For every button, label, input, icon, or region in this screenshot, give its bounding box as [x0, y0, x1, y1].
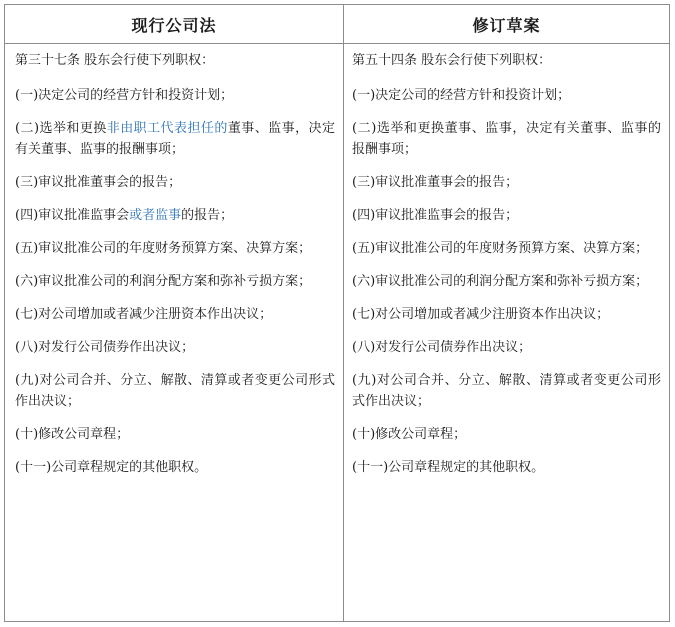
provision-item: (三)审议批准董事会的报告；	[352, 175, 519, 190]
provision-item: (十一)公司章程规定的其他职权。	[15, 460, 208, 475]
provision-item: (一)决定公司的经营方针和投资计划；	[15, 88, 234, 103]
provision-item	[15, 118, 335, 160]
provision-text: (二)选举和更换	[15, 121, 107, 136]
provision-item: (七)对公司增加或者减少注册资本作出决议；	[15, 307, 273, 322]
provision-item: (九)对公司合并、分立、解散、清算或者变更公司形式作出决议；	[15, 373, 335, 409]
provision-text: (四)审议批准监事会	[15, 208, 130, 223]
current-law-items	[15, 85, 335, 478]
provision-text: 董事、监事，决定有关董事、监事的报酬事项；	[15, 121, 335, 157]
highlighted-change: 或者监事	[129, 208, 182, 223]
provision-text: 的报告；	[181, 208, 234, 223]
table-header-row	[5, 5, 669, 44]
provision-item: (六)审议批准公司的利润分配方案和弥补亏损方案；	[352, 274, 649, 289]
draft-revision-header: 修订草案	[472, 15, 541, 35]
provision-item: (五)审议批准公司的年度财务预算方案、决算方案；	[352, 241, 649, 256]
provision-item: (六)审议批准公司的利润分配方案和弥补亏损方案；	[15, 274, 312, 289]
provision-item: (七)对公司增加或者减少注册资本作出决议；	[352, 307, 610, 322]
current-law-column	[5, 44, 344, 621]
comparison-table	[4, 4, 670, 622]
provision-item: (四)审议批准监事会的报告；	[352, 208, 519, 223]
provision-item: (五)审议批准公司的年度财务预算方案、决算方案；	[15, 241, 312, 256]
current-law-header: 现行公司法	[5, 5, 344, 43]
provision-item: (一)决定公司的经营方针和投资计划；	[352, 88, 571, 103]
article-heading: 第三十七条 股东会行使下列职权：	[15, 53, 215, 68]
provision-item: (十)修改公司章程；	[15, 427, 130, 442]
provision-item	[15, 205, 335, 226]
provision-item: (十一)公司章程规定的其他职权。	[352, 460, 545, 475]
provision-item: (八)对发行公司债券作出决议；	[15, 340, 195, 355]
draft-revision-column	[344, 44, 669, 621]
table-body-row	[5, 44, 669, 621]
provision-item: (三)审议批准董事会的报告；	[15, 175, 182, 190]
provision-item: (九)对公司合并、分立、解散、清算或者变更公司形式作出决议；	[352, 373, 661, 409]
provision-item: (十)修改公司章程；	[352, 427, 467, 442]
article-heading: 第五十四条 股东会行使下列职权：	[352, 53, 552, 68]
provision-item: (二)选举和更换董事、监事，决定有关董事、监事的报酬事项；	[352, 121, 661, 157]
highlighted-change: 非由职工代表担任的	[106, 121, 228, 136]
provision-item: (八)对发行公司债券作出决议；	[352, 340, 532, 355]
draft-revision-items	[352, 85, 661, 478]
